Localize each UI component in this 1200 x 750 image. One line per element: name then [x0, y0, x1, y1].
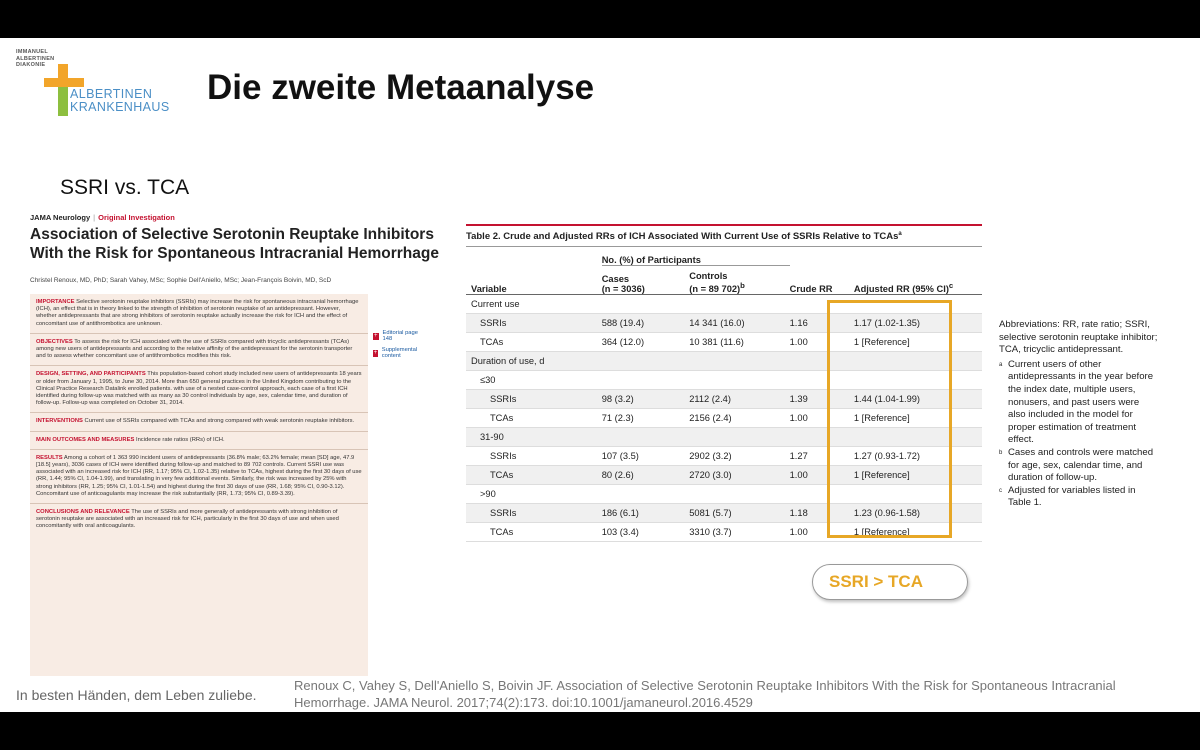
section-heading: INTERVENTIONS	[36, 418, 83, 425]
footnote-mark: a	[999, 361, 1003, 368]
journal-line	[30, 213, 368, 222]
cell-adjusted-rr: 1.23 (0.96-1.58)	[854, 504, 982, 523]
header-adjusted	[854, 266, 982, 295]
abstract-section	[30, 412, 368, 430]
cell-variable: Current use	[466, 295, 602, 314]
header-crude-text: Crude RR	[789, 284, 833, 294]
section-text: Incidence rate ratios (RRs) of ICH.	[135, 436, 225, 443]
abstract-section	[30, 503, 368, 536]
cell-adjusted-rr: 1.27 (0.93-1.72)	[854, 447, 982, 466]
abstract-section	[30, 449, 368, 503]
editorial-link[interactable]	[373, 330, 419, 342]
cell-controls: 10 381 (11.6)	[689, 333, 789, 352]
cell-variable: Duration of use, d	[466, 352, 602, 371]
section-text: The use of SSRIs and more generally of antidepressants with strong inhibition of serotonin reuptake are associated with an increased risk for ICH, particularly in the first 30 days of use and when used concomitantly with oral anticoagulants.	[36, 509, 339, 530]
cell-crude-rr: 1.00	[790, 333, 854, 352]
cell-adjusted-rr: 1 [Reference]	[854, 333, 982, 352]
section-heading: MAIN OUTCOMES AND MEASURES	[36, 436, 135, 443]
table-caption-text: Table 2. Crude and Adjusted RRs of ICH Associated With Current Use of SSRIs Relative to TCAs	[466, 231, 899, 243]
section-heading: DESIGN, SETTING, AND PARTICIPANTS	[36, 371, 146, 378]
hospital-logo	[14, 46, 170, 116]
header-adjusted-text: Adjusted RR (95% CI)	[853, 284, 949, 294]
cell-controls	[689, 485, 789, 504]
cell-variable: SSRIs	[466, 504, 602, 523]
cell-adjusted-rr: 1 [Reference]	[854, 523, 982, 542]
cell-crude-rr: 1.00	[790, 523, 854, 542]
cell-controls: 2902 (3.2)	[689, 447, 789, 466]
cell-variable: 31-90	[466, 428, 602, 447]
cell-cases	[602, 352, 690, 371]
cell-controls: 2112 (2.4)	[689, 390, 789, 409]
section-text: This population-based cohort study included new users of antidepressants 18 years or older from January 1, 1995, to June 30, 2014. More than 650 general practices in the United Kingdom contributing to the Clinical Practice Research Datalink enrolled patients. with use of a nested case-control approach, each case of a first ICH identified during follow-up was matched with as many as 30 control individuals by age, sex, calendar time, and duration of follow-up. Follow-up was completed on October 31, 2014.	[36, 371, 362, 407]
cell-controls	[689, 428, 789, 447]
cell-variable: SSRIs	[466, 314, 602, 333]
conclusion-badge-text: SSRI > TCA	[829, 572, 923, 591]
cell-cases: 103 (3.4)	[602, 523, 690, 542]
cell-variable: TCAs	[466, 523, 602, 542]
header-empty	[854, 247, 982, 266]
paper-side-links	[373, 330, 419, 364]
paper-authors: Christel Renoux, MD, PhD; Sarah Vahey, MSc; Sophie Dell'Aniello, MSc; Jean-François Boivin, MD, ScD	[30, 277, 332, 284]
cell-adjusted-rr: 1 [Reference]	[854, 409, 982, 428]
paper-abstract	[30, 294, 368, 676]
cell-controls	[689, 352, 789, 371]
section-text: Selective serotonin reuptake inhibitors (SSRIs) may increase the risk for spontaneous intracranial hemorrhage (ICH), an effect that is in theory linked to the strength of inhibition of serotonin reuptake of an antidepressant. However, whether antidepressants that are strong inhibitors of serotonin reuptake actually increase the risk for ICH and the effect of concomitant use of antithrombotics are unknown.	[36, 299, 359, 327]
cell-controls: 5081 (5.7)	[689, 504, 789, 523]
header-controls-n: (n = 89 702)	[689, 284, 741, 294]
cell-cases	[602, 371, 690, 390]
cell-crude-rr: 1.39	[790, 390, 854, 409]
table-header-row	[466, 266, 982, 295]
logo-small-text	[16, 49, 54, 69]
abstract-section	[30, 365, 368, 412]
cell-cases: 98 (3.2)	[602, 390, 690, 409]
slide-title: Die zweite Metaanalyse	[207, 68, 595, 107]
cell-variable: TCAs	[466, 466, 602, 485]
paper-excerpt	[30, 210, 439, 670]
slide	[0, 38, 1200, 712]
cell-cases: 588 (19.4)	[602, 314, 690, 333]
cell-cases: 71 (2.3)	[602, 409, 690, 428]
footnote-text: Current users of other antidepressants in the year before the index date, multiple users, nonusers, and past users were also included in the model for proper estimation of treatment effect.	[1008, 358, 1154, 446]
cell-adjusted-rr: 1.17 (1.02-1.35)	[854, 314, 982, 333]
supplemental-link[interactable]	[373, 347, 419, 359]
cell-cases	[602, 428, 690, 447]
header-cases	[602, 266, 690, 295]
conclusion-badge	[812, 564, 968, 600]
adjusted-footnote-mark: c	[948, 280, 954, 290]
header-cases-n: (n = 3036)	[601, 284, 645, 294]
footnote-text: Cases and controls were matched for age, sex, calendar time, and duration of follow-up.	[1008, 446, 1154, 484]
header-empty	[466, 247, 602, 266]
citation-reference: Renoux C, Vahey S, Dell'Aniello S, Boivin JF. Association of Selective Serotonin Reuptake Inhibitors With the Risk for Spontaneous Intracranial Hemorrhage. JAMA Neurol. 2017;74(2):173. doi:10.1001/jamaneurol.2016.4529	[294, 678, 1116, 710]
section-heading: IMPORTANCE	[36, 299, 75, 305]
cell-crude-rr: 1.00	[790, 466, 854, 485]
cell-crude-rr: 1.16	[790, 314, 854, 333]
cell-controls: 2156 (2.4)	[689, 409, 789, 428]
logo-name	[70, 88, 170, 114]
cell-cases: 80 (2.6)	[602, 466, 690, 485]
cell-controls	[689, 371, 789, 390]
editorial-link-text: Editorial page 148	[382, 330, 418, 342]
cell-variable: ≤30	[466, 371, 602, 390]
section-text: To assess the risk for ICH associated with the use of SSRIs compared with tricyclic antidepressants (TCAs) among new users of antidepressants and according to the relative affinity of the antidepressant for the serotonin transporter and to assess whether concomitant use of antithrombotics modifies this risk.	[36, 338, 353, 360]
cell-cases: 364 (12.0)	[602, 333, 690, 352]
logo-small-line-2: ALBERTINEN	[16, 55, 55, 62]
logo-cross-bar	[44, 78, 84, 87]
section-heading: CONCLUSIONS AND RELEVANCE	[36, 509, 130, 516]
header-variable-text: Variable	[471, 284, 507, 294]
cell-variable: TCAs	[466, 333, 602, 352]
footnote-text: Adjusted for variables listed in Table 1.	[1008, 484, 1136, 509]
abbreviations-note: Abbreviations: RR, rate ratio; SSRI, selective serotonin reuptake inhibitor; TCA, tricyclic antidepressant.	[999, 319, 1158, 356]
controls-footnote-mark: b	[740, 280, 745, 290]
header-cases-text: Cases	[601, 274, 630, 284]
logo-small-line-1: IMMANUEL	[16, 49, 49, 55]
logo-name-line-1: ALBERTINEN	[70, 87, 153, 101]
cell-crude-rr: 1.00	[790, 409, 854, 428]
cell-cases: 186 (6.1)	[602, 504, 690, 523]
cell-cases: 107 (3.5)	[602, 447, 690, 466]
caption-footnote-mark: a	[898, 231, 902, 237]
journal-separator: |	[93, 213, 96, 222]
cell-variable: SSRIs	[466, 447, 602, 466]
header-controls	[689, 266, 789, 295]
logo-name-line-2: KRANKENHAUS	[70, 100, 170, 114]
cell-adjusted-rr: 1.44 (1.04-1.99)	[854, 390, 982, 409]
section-text: Among a cohort of 1 363 990 incident users of antidepressants (36.8% male; 63.2% female; mean [SD] age, 47.9 [18.5] years), 3036 cases of ICH were identified during follow-up and matched to 89 702 controls. Current SSRI use was associated with an increased risk for ICH (RR, 1.17; 95% CI, 1.02-1.35) relative to TCAs, highest during the first 30 days of use (RR, 1.44; 95% CI, 1.04-1.99), and translating in very few additional events. Similarly, the risk was increased by 25% with strong inhibitors (RR, 1.25; 95% CI, 1.01-1.54) and highest during the first 30 days of use (RR, 1.68; 95% CI, 0.90-3.12). Concomitant use of anticoagulants may increase the risk substantially (RR, 1.73; 95% CI, 0.89-3.39).	[36, 454, 362, 497]
hospital-motto: In besten Händen, dem Leben zuliebe.	[16, 687, 257, 703]
cell-controls	[689, 295, 789, 314]
article-type: Original Investigation	[98, 213, 175, 222]
paper-title: Association of Selective Serotonin Reuptake Inhibitors With the Risk for Spontaneous Intracranial Hemorrhage	[30, 226, 439, 262]
table-caption	[466, 224, 982, 246]
cell-adjusted-rr: 1 [Reference]	[854, 466, 982, 485]
logo-small-line-3: DIAKONIE	[16, 62, 46, 68]
adjusted-rr-highlight-box	[827, 300, 952, 538]
header-crude	[790, 266, 854, 295]
abstract-section	[30, 294, 368, 333]
header-empty	[790, 247, 854, 266]
cell-controls: 2720 (3.0)	[689, 466, 789, 485]
slide-subtitle: SSRI vs. TCA	[60, 176, 190, 199]
cell-crude-rr: 1.18	[790, 504, 854, 523]
plus-icon: +	[373, 349, 378, 356]
cell-cases	[602, 295, 690, 314]
section-heading: OBJECTIVES	[36, 338, 73, 345]
journal-name: JAMA Neurology	[30, 213, 91, 222]
cell-cases	[602, 485, 690, 504]
cell-variable: TCAs	[466, 409, 602, 428]
plus-icon: +	[374, 332, 378, 339]
abstract-section	[30, 333, 368, 366]
header-participants: No. (%) of Participants	[602, 247, 790, 266]
header-controls-text: Controls	[689, 270, 728, 281]
section-heading: RESULTS	[36, 454, 63, 461]
footnote-mark: c	[999, 487, 1002, 494]
header-variable	[466, 266, 602, 295]
cell-variable: SSRIs	[466, 390, 602, 409]
abstract-section	[30, 431, 368, 449]
table-notes	[999, 319, 1159, 510]
footnote	[999, 447, 1159, 485]
footnote-mark: b	[999, 449, 1003, 456]
cell-variable: >90	[466, 485, 602, 504]
footnote	[999, 485, 1159, 510]
table-header-row	[466, 247, 982, 266]
cell-controls: 14 341 (16.0)	[689, 314, 789, 333]
supplemental-link-text: Supplemental content	[381, 347, 418, 359]
footnote	[999, 359, 1159, 447]
logo-cross-top	[58, 64, 68, 78]
cell-controls: 3310 (3.7)	[689, 523, 789, 542]
cell-crude-rr: 1.27	[790, 447, 854, 466]
section-text: Current use of SSRIs compared with TCAs and strong compared with weak serotonin reuptake inhibitors.	[84, 418, 355, 425]
